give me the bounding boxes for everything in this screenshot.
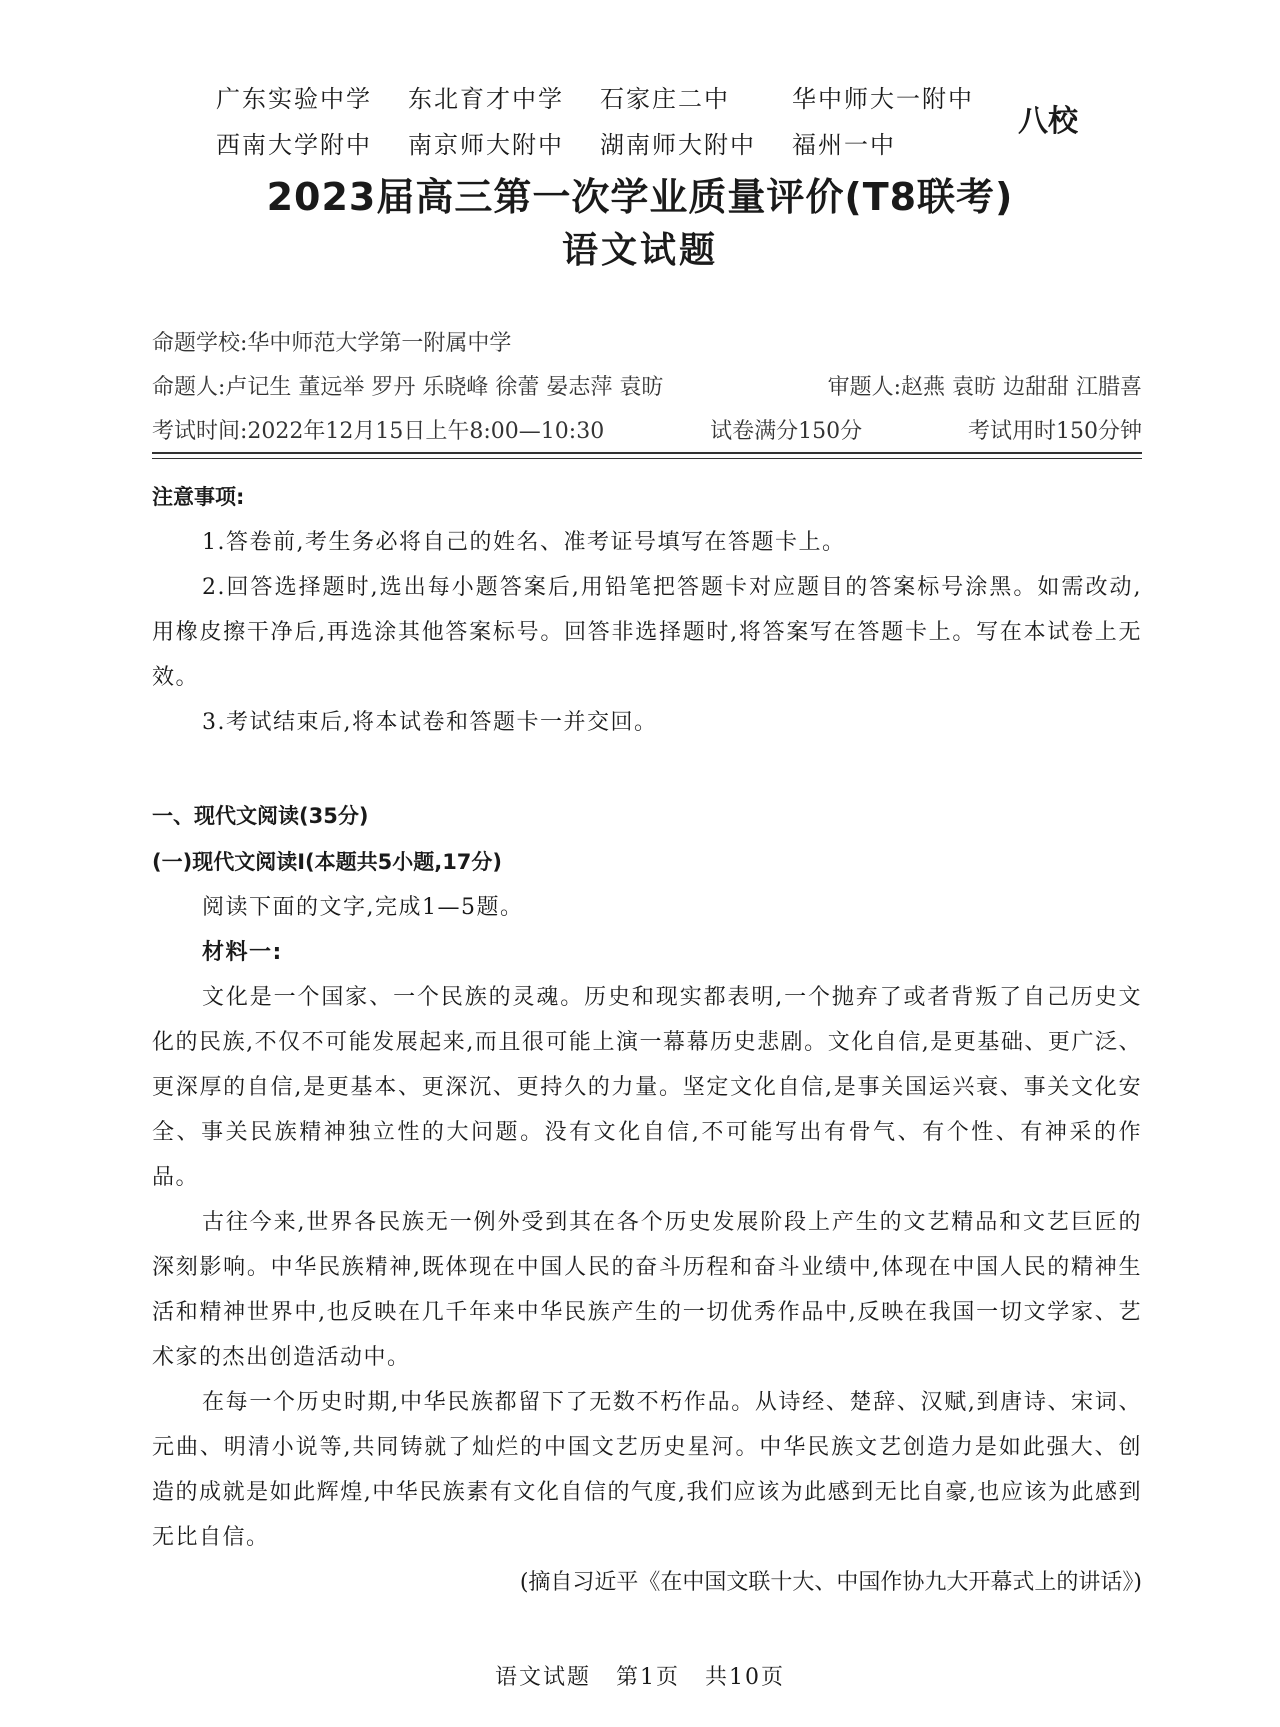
school-name: 石家庄二中 [600, 85, 730, 113]
meta-reviewers: 审题人:赵燕 袁昉 边甜甜 江腊喜 [827, 375, 1142, 400]
notice-item: 2.回答选择题时,选出每小题答案后,用铅笔把答题卡对应题目的答案标号涂黑。如需改动,用橡皮擦干净后,再选涂其他答案标号。回答非选择题时,将答案写在答题卡上。写在本试卷上无效。 [152, 575, 1142, 690]
notice-item: 1.答卷前,考生务必将自己的姓名、准考证号填写在答题卡上。 [202, 530, 846, 555]
section-subtitle: (一)现代文阅读Ⅰ(本题共5小题,17分) [152, 850, 503, 874]
meta-full-score: 试卷满分150分 [710, 419, 863, 444]
school-name: 广东实验中学 [216, 85, 372, 113]
notice-item: 3.考试结束后,将本试卷和答题卡一并交回。 [202, 710, 658, 735]
header-divider [152, 452, 1142, 454]
school-name: 湖南师大附中 [600, 131, 756, 159]
meta-school: 命题学校:华中师范大学第一附属中学 [152, 331, 512, 356]
eight-schools-badge: 八校 [1018, 104, 1078, 139]
meta-people [152, 366, 1142, 410]
meta-time: 考试时间:2022年12月15日上午8:00—10:30 [152, 419, 605, 444]
meta-setters: 命题人:卢记生 董远举 罗丹 乐晓峰 徐蕾 晏志萍 袁昉 [152, 375, 664, 400]
section-title: 一、现代文阅读(35分) [152, 804, 369, 828]
school-name: 福州一中 [792, 131, 896, 159]
page-footer [0, 1660, 1280, 1691]
school-name: 东北育才中学 [408, 85, 564, 113]
footer-subject: 语文试题 [494, 1665, 591, 1690]
material-source: (摘自习近平《在中国文联十大、中国作协九大开幕式上的讲话》) [519, 1570, 1142, 1595]
reading-instruction: 阅读下面的文字,完成1—5题。 [202, 895, 524, 920]
meta-exam-info [152, 410, 1142, 454]
footer-page-number: 第1页 [616, 1665, 680, 1690]
material-paragraph: 文化是一个国家、一个民族的灵魂。历史和现实都表明,一个抛弃了或者背叛了自己历史文化的民族,不仅不可能发展起来,而且很可能上演一幕幕历史悲剧。文化自信,是更基础、更广泛、更深厚的自信,是更基本、更深沉、更持久的力量。坚定文化自信,是事关国运兴衰、事关文化安全、事关民族精神独立性的大问题。没有文化自信,不可能写出有骨气、有个性、有神采的作品。 [152, 985, 1142, 1190]
notice-title: 注意事项: [152, 485, 245, 509]
exam-subtitle: 语文试题 [561, 230, 718, 271]
school-row-1 [216, 76, 1016, 122]
school-name: 南京师大附中 [408, 131, 564, 159]
school-name: 华中师大一附中 [792, 85, 974, 113]
exam-meta [152, 322, 1142, 454]
meta-duration: 考试用时150分钟 [967, 419, 1142, 444]
material-paragraph: 古往今来,世界各民族无一例外受到其在各个历史发展阶段上产生的文艺精品和文艺巨匠的深刻影响。中华民族精神,既体现在中国人民的奋斗历程和奋斗业绩中,体现在中国人民的精神生活和精神世界中,也反映在几千年来中华民族产生的一切优秀作品中,反映在我国一切文学家、艺术家的杰出创造活动中。 [152, 1210, 1142, 1370]
material-paragraph: 在每一个历史时期,中华民族都留下了无数不朽作品。从诗经、楚辞、汉赋,到唐诗、宋词、元曲、明清小说等,共同铸就了灿烂的中国文艺历史星河。中华民族文艺创造力是如此强大、创造的成就是如此辉煌,中华民族素有文化自信的气度,我们应该为此感到无比自豪,也应该为此感到无比自信。 [152, 1390, 1142, 1550]
header-divider-thin [152, 458, 1142, 459]
school-name: 西南大学附中 [216, 131, 372, 159]
footer-total-pages: 共10页 [705, 1665, 785, 1690]
spacer [152, 745, 1142, 793]
school-row-2 [216, 122, 1016, 168]
material-label: 材料一: [202, 940, 283, 965]
school-list [216, 76, 1016, 168]
exam-title: 2023届高三第一次学业质量评价(T8联考) [266, 175, 1014, 219]
exam-body [152, 474, 1142, 1605]
